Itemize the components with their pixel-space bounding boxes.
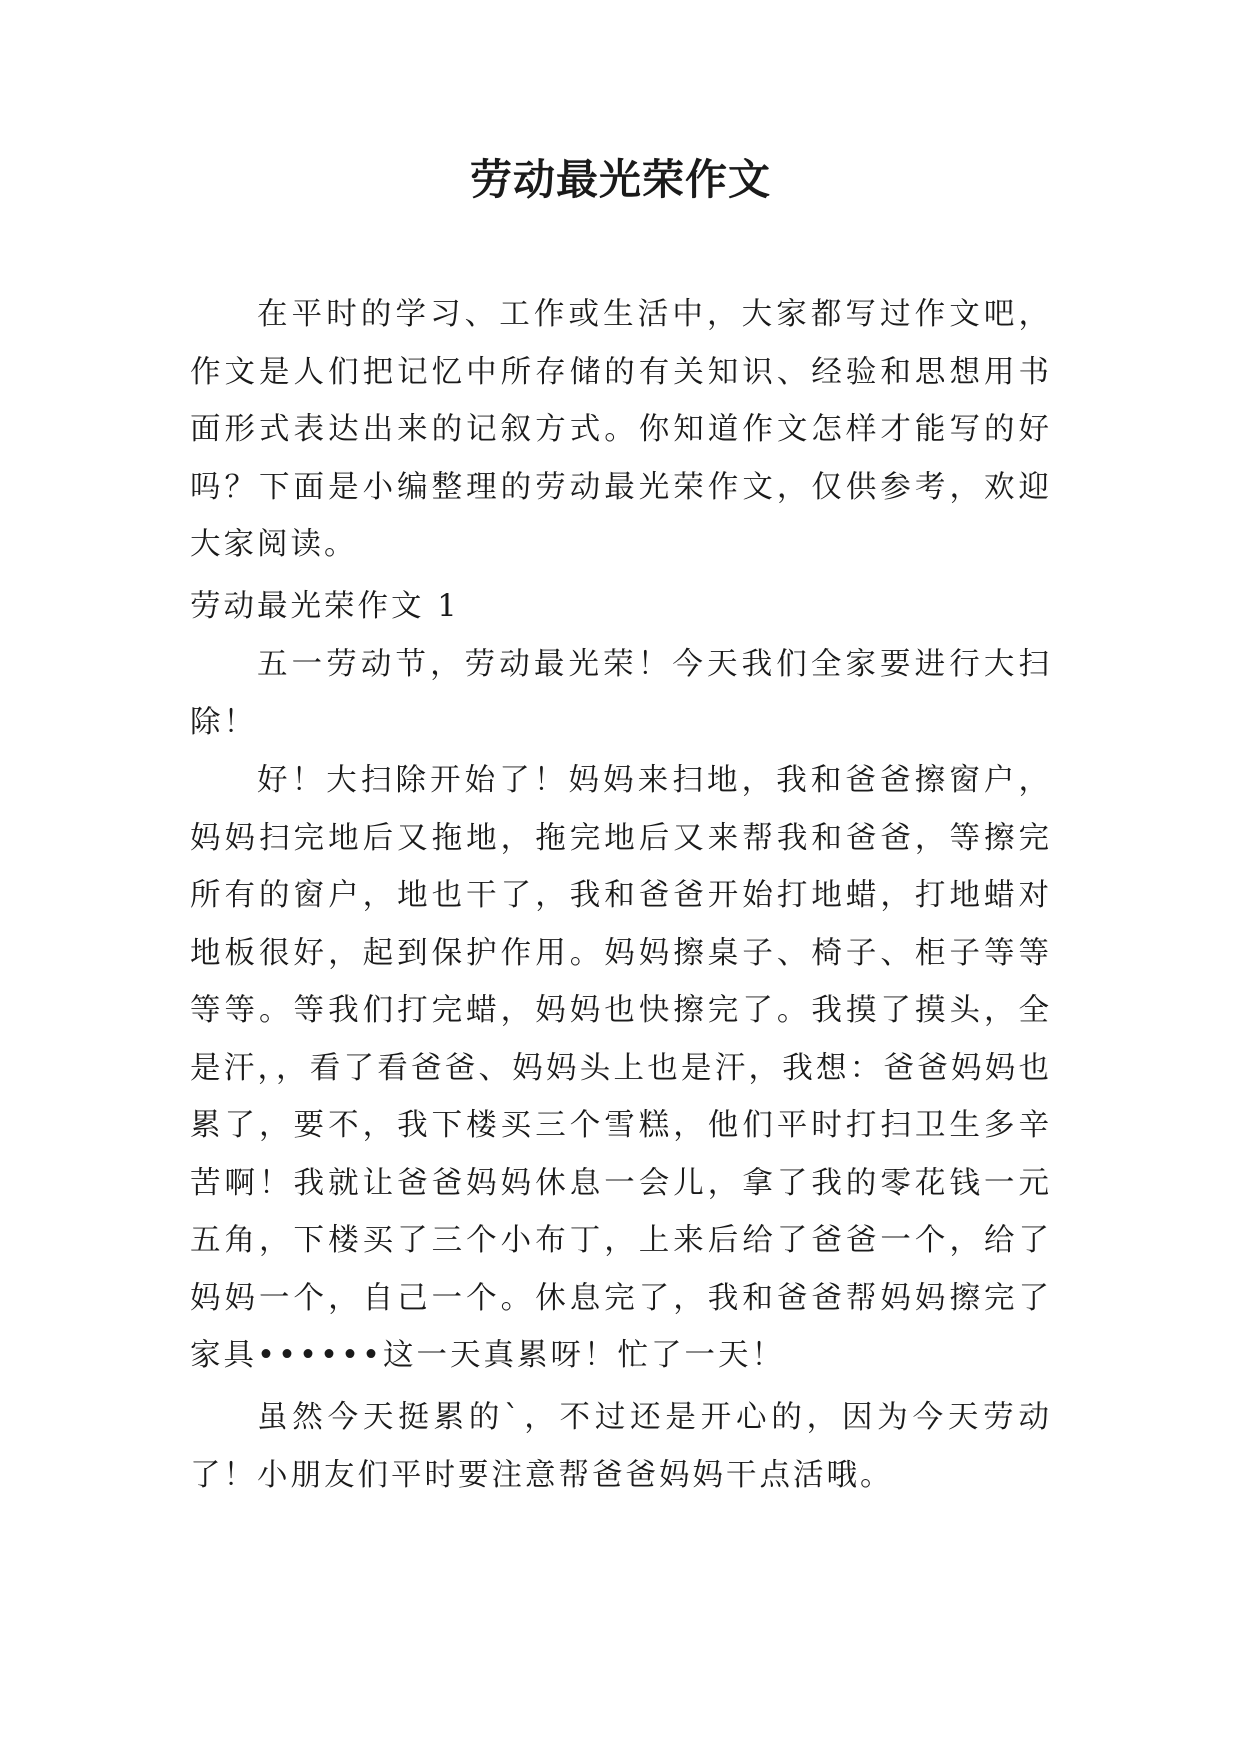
essay-paragraph: 好！大扫除开始了！妈妈来扫地，我和爸爸擦窗户，妈妈扫完地后又拖地，拖完地后又来帮我和爸爸，等擦完所有的窗户，地也干了，我和爸爸开始打地蜡，打地蜡对地板很好，起到保护作用。妈妈擦桌子、椅子、柜子等等等等。等我们打完蜡，妈妈也快擦完了。我摸了摸头，全是汗，，看了看爸爸、妈妈头上也是汗，我想：爸爸妈妈也累了，要不，我下楼买三个雪糕，他们平时打扫卫生多辛苦啊！我就让爸爸妈妈休息一会儿，拿了我的零花钱一元五角，下楼买了三个小布丁，上来后给了爸爸一个，给了妈妈一个，自己一个。休息完了，我和爸爸帮妈妈擦完了家具••••••这一天真累呀！忙了一天！ bbox=[190, 763, 1052, 1373]
intro-paragraph: 在平时的学习、工作或生活中，大家都写过作文吧，作文是人们把记忆中所存储的有关知识、经验和思想用书面形式表达出来的记叙方式。你知道作文怎样才能写的好吗？下面是小编整理的劳动最光荣作文，仅供参考，欢迎大家阅读。 bbox=[190, 297, 1052, 562]
section-heading: 劳动最光荣作文 1 bbox=[190, 589, 460, 624]
essay-paragraph: 虽然今天挺累的`，不过还是开心的，因为今天劳动了！小朋友们平时要注意帮爸爸妈妈干点活哦。 bbox=[190, 1400, 1052, 1493]
document-title: 劳动最光荣作文 bbox=[469, 155, 771, 204]
essay-paragraph: 五一劳动节，劳动最光荣！今天我们全家要进行大扫除！ bbox=[190, 647, 1052, 740]
